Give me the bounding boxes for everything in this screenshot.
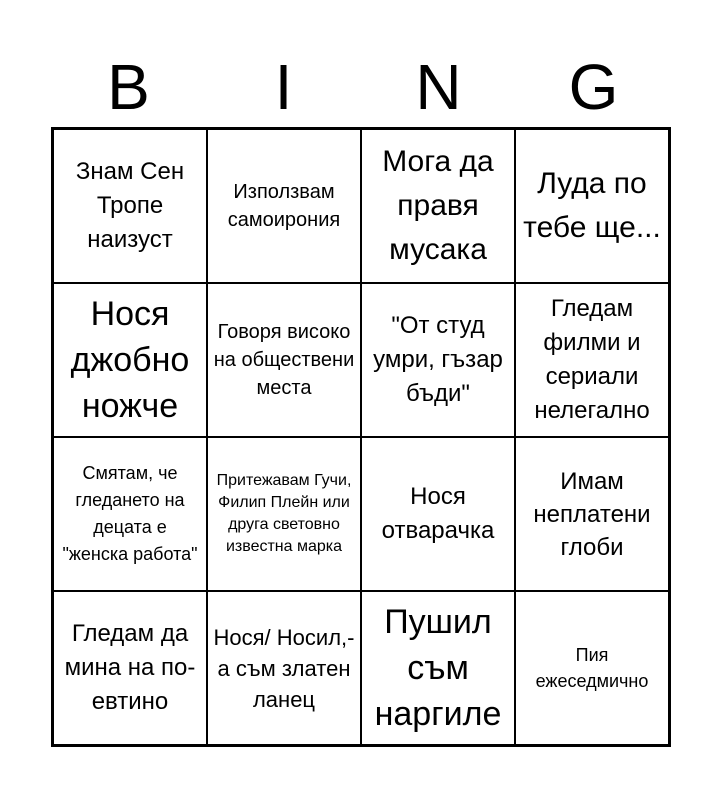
bingo-grid [51,127,671,747]
cell-text: Гледам филми и сериали нелегално [534,295,650,424]
bingo-cell[interactable] [207,129,361,283]
cell-text: Смятам, че гледането на децата е "женска работа" [62,463,198,564]
bingo-header [51,50,671,124]
bingo-cell[interactable] [53,437,207,591]
cell-text: Говоря високо на обществени места [213,321,355,399]
bingo-cell[interactable] [361,437,515,591]
cell-text: Пия ежеседмично [535,645,649,691]
header-letter-n: N [415,51,462,123]
cell-text: Луда по тебе ще... [523,167,661,244]
cell-text: Знам Сен Тропе наизуст [75,158,185,253]
cell-text: Използвам самоирония [227,181,341,231]
cell-text: Притежавам Гучи, Филип Плейн или друга световно известна марка [216,472,352,555]
bingo-cell[interactable] [515,437,669,591]
bingo-cell[interactable] [361,129,515,283]
bingo-cell[interactable] [515,283,669,437]
bingo-cell[interactable] [207,437,361,591]
header-letter-i: I [274,51,293,123]
header-letter-b: B [107,51,150,123]
cell-text: "От студ умри, гъзар бъди" [373,312,503,407]
bingo-cell[interactable] [515,591,669,745]
header-letter-g: G [568,51,619,123]
cell-text: Нося/ Носил,-а съм златен ланец [213,624,355,712]
cell-text: Имам неплатени глоби [533,467,651,561]
cell-text: Пушил съм наргиле [374,603,502,733]
bingo-cell[interactable] [53,591,207,745]
cell-text: Мога да правя мусака [382,145,494,266]
bingo-cell[interactable] [515,129,669,283]
cell-text: Нося джобно ножче [70,295,190,425]
bingo-cell[interactable] [207,591,361,745]
bingo-cell[interactable] [361,591,515,745]
cell-text: Гледам да мина на по-евтино [64,620,196,715]
bingo-cell[interactable] [53,129,207,283]
bingo-cell[interactable] [53,283,207,437]
cell-text: Нося отварачка [381,483,495,544]
bingo-cell[interactable] [207,283,361,437]
bingo-cell[interactable] [361,283,515,437]
